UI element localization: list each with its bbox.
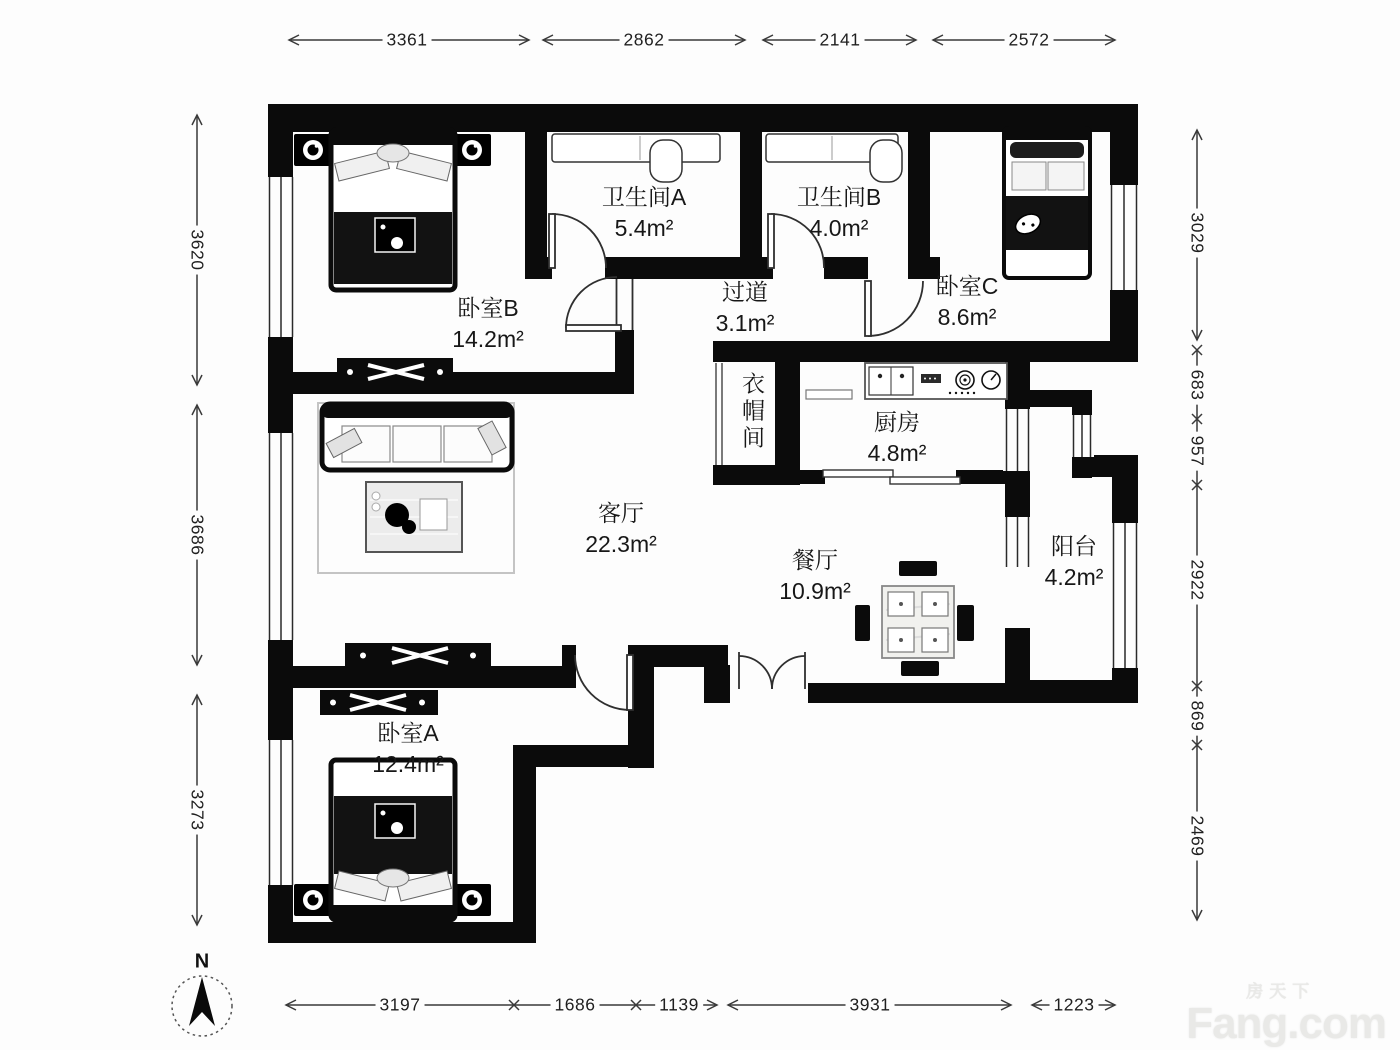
room-name: 客厅 bbox=[598, 500, 644, 526]
room-label-kitchen bbox=[868, 407, 927, 469]
dim-right-6: 2469 bbox=[1187, 812, 1208, 861]
dresser-bedroom-a-icon bbox=[320, 690, 438, 715]
dim-top-4: 2572 bbox=[1005, 30, 1054, 51]
room-area: 8.6m² bbox=[937, 304, 997, 330]
window-dining-balcony-icon bbox=[1003, 517, 1032, 567]
coffee-table-icon bbox=[366, 482, 462, 552]
room-area: 4.0m² bbox=[809, 215, 869, 241]
room-label-dining-room bbox=[779, 545, 851, 607]
room-area: 12.4m² bbox=[372, 751, 444, 777]
double-bed-a-icon bbox=[294, 760, 491, 920]
room-name: 阳台 bbox=[1050, 533, 1097, 559]
watermark-cn: 房天下 bbox=[1246, 982, 1316, 1001]
room-area: 14.2m² bbox=[452, 326, 524, 352]
door-bedroom-a-icon bbox=[575, 655, 633, 710]
bathroom-a-vanity-icon bbox=[552, 134, 720, 182]
room-area: 22.3m² bbox=[585, 531, 657, 557]
dim-bottom-1: 3197 bbox=[376, 995, 425, 1016]
watermark bbox=[1186, 983, 1386, 1046]
room-label-bedroom-c bbox=[936, 271, 999, 333]
room-name: 过道 bbox=[721, 279, 768, 305]
room-label-balcony bbox=[1045, 531, 1104, 593]
dim-top-3: 2141 bbox=[816, 30, 865, 51]
dim-bottom-3: 1139 bbox=[655, 995, 703, 1016]
single-bed-c-icon bbox=[1004, 128, 1090, 278]
room-area: 4.8m² bbox=[867, 440, 927, 466]
dim-right-3: 957 bbox=[1187, 432, 1208, 471]
door-bedroom-b-icon bbox=[566, 277, 634, 331]
dim-right-1: 3029 bbox=[1187, 209, 1208, 258]
room-label-bedroom-a bbox=[372, 718, 444, 780]
dim-left-3: 3273 bbox=[187, 786, 208, 835]
door-bathroom-a-icon bbox=[549, 214, 606, 268]
furniture bbox=[294, 128, 1090, 920]
watermark-logo: Fang.com bbox=[1186, 999, 1386, 1048]
room-name: 厨房 bbox=[873, 409, 920, 435]
room-name: 卧室B bbox=[457, 295, 519, 321]
window-bedroom-c-icon bbox=[1108, 185, 1140, 290]
dim-top-2: 2862 bbox=[620, 30, 669, 51]
room-label-hallway bbox=[716, 277, 775, 339]
room-name: 衣帽间 bbox=[739, 371, 765, 453]
kitchen-counter-icon bbox=[806, 363, 1007, 399]
cloakroom-shelf-lines bbox=[716, 363, 722, 465]
dim-bottom-4: 3931 bbox=[846, 995, 895, 1016]
room-label-living-room bbox=[585, 498, 657, 560]
room-name: 卫生间B bbox=[796, 184, 882, 210]
window-living-icon bbox=[266, 433, 295, 640]
window-bedroom-a-icon bbox=[266, 740, 295, 885]
tv-stand-living-icon bbox=[345, 643, 491, 668]
dim-left-1: 3620 bbox=[187, 226, 208, 275]
window-balcony-right-icon bbox=[1110, 523, 1140, 668]
door-kitchen-sliding-icon bbox=[823, 470, 960, 484]
north-compass-icon bbox=[172, 976, 232, 1036]
room-label-bedroom-b bbox=[452, 293, 524, 355]
dim-top-1: 3361 bbox=[383, 30, 432, 51]
tv-stand-bedroom-b-icon bbox=[337, 358, 453, 386]
dining-table-icon bbox=[855, 561, 974, 676]
dim-right-2: 683 bbox=[1187, 366, 1208, 405]
dim-right-5: 869 bbox=[1187, 697, 1208, 736]
room-name: 卧室A bbox=[377, 720, 439, 746]
room-label-bathroom-b bbox=[797, 182, 881, 244]
window-pocket-icon bbox=[1070, 415, 1094, 457]
door-bedroom-c-icon bbox=[865, 281, 923, 336]
window-bedroom-b-icon bbox=[266, 177, 295, 337]
door-entrance-icon bbox=[739, 652, 805, 689]
room-area: 5.4m² bbox=[614, 215, 674, 241]
window-kitchen-icon bbox=[1003, 409, 1032, 471]
double-bed-b-icon bbox=[294, 130, 491, 290]
dim-left-2: 3686 bbox=[187, 511, 208, 560]
room-label-cloakroom bbox=[737, 372, 767, 453]
room-area: 10.9m² bbox=[779, 578, 851, 604]
room-name: 餐厅 bbox=[792, 547, 838, 573]
room-area: 4.2m² bbox=[1044, 564, 1104, 590]
dim-bottom-2: 1686 bbox=[551, 995, 600, 1016]
room-name: 卧室C bbox=[935, 273, 999, 299]
bathroom-b-vanity-icon bbox=[766, 134, 902, 182]
room-area: 3.1m² bbox=[715, 310, 775, 336]
dim-right-4: 2922 bbox=[1187, 556, 1208, 605]
dim-bottom-5: 1223 bbox=[1050, 995, 1099, 1016]
room-name: 卫生间A bbox=[601, 184, 687, 210]
north-label: N bbox=[194, 950, 210, 973]
room-label-bathroom-a bbox=[602, 182, 686, 244]
